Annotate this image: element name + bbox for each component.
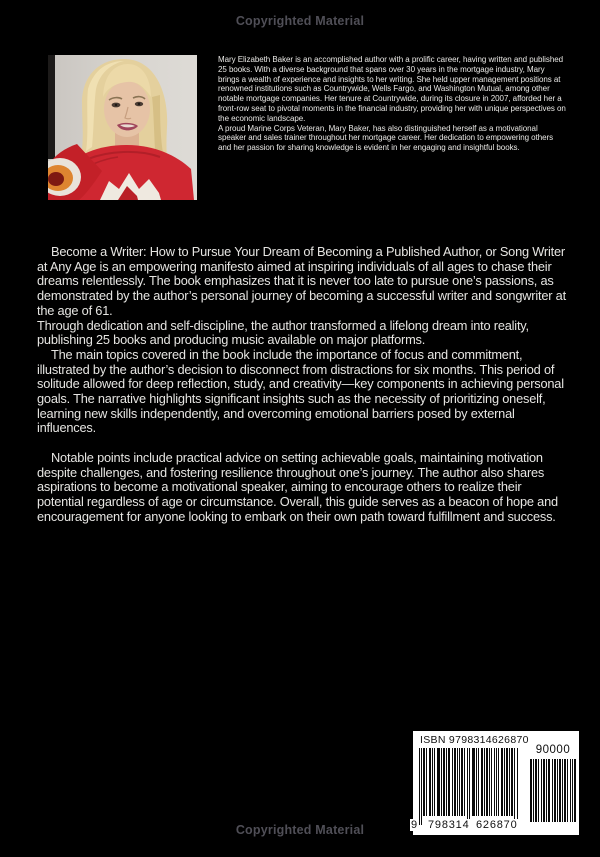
barcode-digits-group-2: 626870: [476, 819, 518, 831]
description-paragraph-3: The main topics covered in the book include the importance of focus and commitment, illustrated by the author’s decision to disconnect from distractions for six months. This period of solitude allowed for deep reflection, study, and creativity—key components in achieving personal goals. The narrative highlights significant insights such as the necessity of prioritizing oneself, learning new skills independently, and overcoming emotional barriers posed by external influences.: [37, 346, 564, 436]
description-paragraph-1: Become a Writer: How to Pursue Your Dream of Becoming a Published Author, or Song Writer at Any Age is an empowering manifesto aimed at inspiring individuals of all ages to chase their dreams relentlessly. The book emphasizes that it is never too late to pursue one’s passions, as demonstrated by the author’s personal journey of becoming a successful writer and songwriter at the age of 61.: [37, 244, 566, 318]
author-bio-paragraph-1: Mary Elizabeth Baker is an accomplished author with a prolific career, having written and published 25 books. With a diverse background that spans over 30 years in the mortgage industry, Mary brings a wealth of experience and insights to her writing. She held upper management positions at renowned institutions such as Countrywide, Wells Fargo, and Washington Mutual, among other notable mortgage companies. Her tenure at Countrywide, during its closure in 2007, afforded her a front-row seat to pivotal moments in the financial industry, providing her with unique perspectives on the economic landscape.: [218, 55, 566, 123]
copyright-notice-top: Copyrighted Material: [235, 14, 365, 28]
isbn-label: ISBN 9798314626870: [420, 734, 529, 746]
price-barcode-bars: [530, 759, 576, 822]
description-paragraph-4: Notable points include practical advice on setting achievable goals, maintaining motivation despite challenges, and fostering resilience throughout one’s journey. The author also shares aspirations to become a motivational speaker, aiming to encourage others to realize their potential regardless of age or circumstance. Overall, this guide serves as a beacon of hope and encouragement for anyone looking to embark on their own path toward fulfillment and success.: [37, 449, 558, 524]
author-bio: [218, 55, 566, 153]
description-paragraph-2: Through dedication and self-discipline, the author transformed a lifelong dream into reality, publishing 25 books and producing music available on major platforms.: [37, 317, 529, 348]
book-description: [37, 245, 568, 524]
author-photo-illustration: [48, 55, 197, 200]
copyright-notice-bottom: Copyrighted Material: [235, 823, 365, 837]
author-bio-paragraph-2: A proud Marine Corps Veteran, Mary Baker, has also distinguished herself as a motivational speaker and sales trainer throughout her mortgage career. Her dedication to empowering others and her passion for sharing knowledge is evident in her engaging and insightful books.: [218, 123, 554, 153]
price-code: 90000: [535, 744, 571, 756]
barcode-digit-left: 9: [411, 819, 418, 831]
author-photo: [48, 55, 197, 200]
barcode-digits-group-1: 798314: [428, 819, 470, 831]
isbn-barcode: [413, 731, 579, 835]
